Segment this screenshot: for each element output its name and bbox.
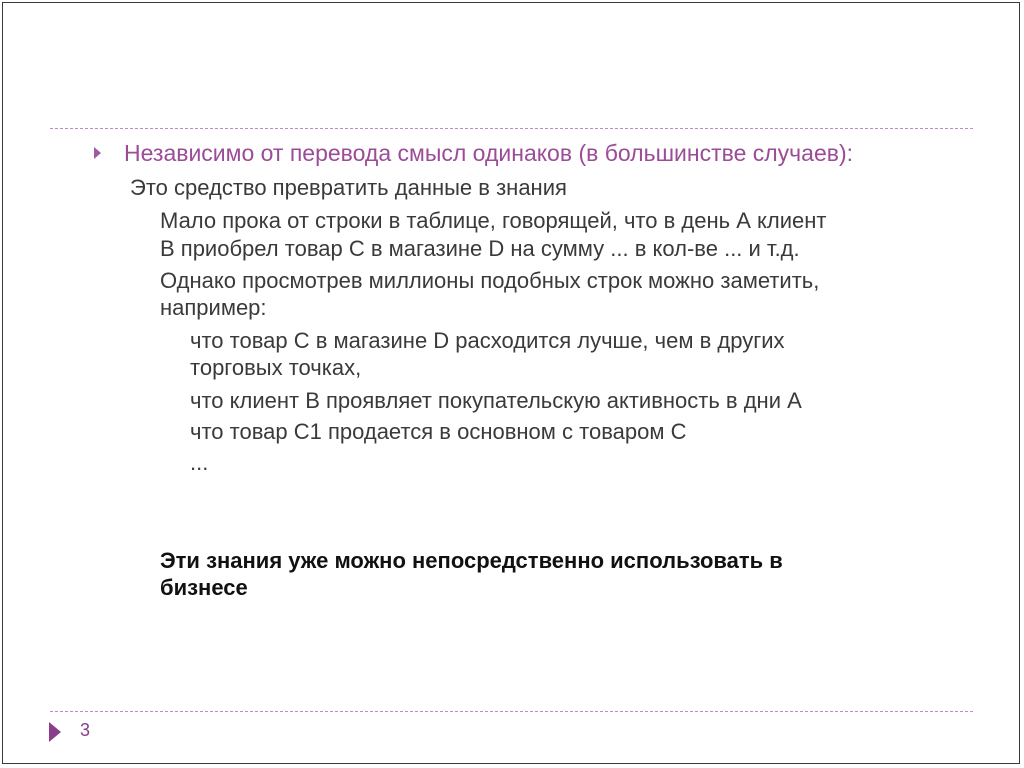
subpoint-level3-line2: В приобрел товар С в магазине D на сумму ... в кол-ве ... и т.д. bbox=[160, 236, 800, 261]
footer-arrow-icon bbox=[49, 722, 61, 742]
example-line1: что товар С в магазине D расходится лучше, чем в других bbox=[190, 328, 785, 353]
bottom-divider bbox=[50, 711, 973, 712]
bullet-arrow-icon bbox=[94, 147, 101, 159]
subpoint-level3-line1: Мало прока от строки в таблице, говорящей, что в день А клиент bbox=[160, 208, 827, 233]
subpoint-level2: Это средство превратить данные в знания bbox=[130, 175, 567, 200]
page-number: 3 bbox=[80, 720, 91, 740]
conclusion-line1: Эти знания уже можно непосредственно использовать в bbox=[160, 548, 783, 573]
subpoint-level3-line3: Однако просмотрев миллионы подобных строк можно заметить, bbox=[160, 268, 820, 293]
conclusion-line2: бизнесе bbox=[160, 575, 248, 600]
subpoint-level3-line4: например: bbox=[160, 295, 267, 320]
slide-heading: Независимо от перевода смысл одинаков (в большинстве случаев): bbox=[124, 140, 854, 166]
example-line4: что товар С1 продается в основном с товаром С bbox=[190, 419, 687, 444]
example-line3: что клиент В проявляет покупательскую активность в дни А bbox=[190, 388, 802, 413]
example-ellipsis: ... bbox=[190, 450, 209, 475]
example-line2: торговых точках, bbox=[190, 355, 362, 380]
